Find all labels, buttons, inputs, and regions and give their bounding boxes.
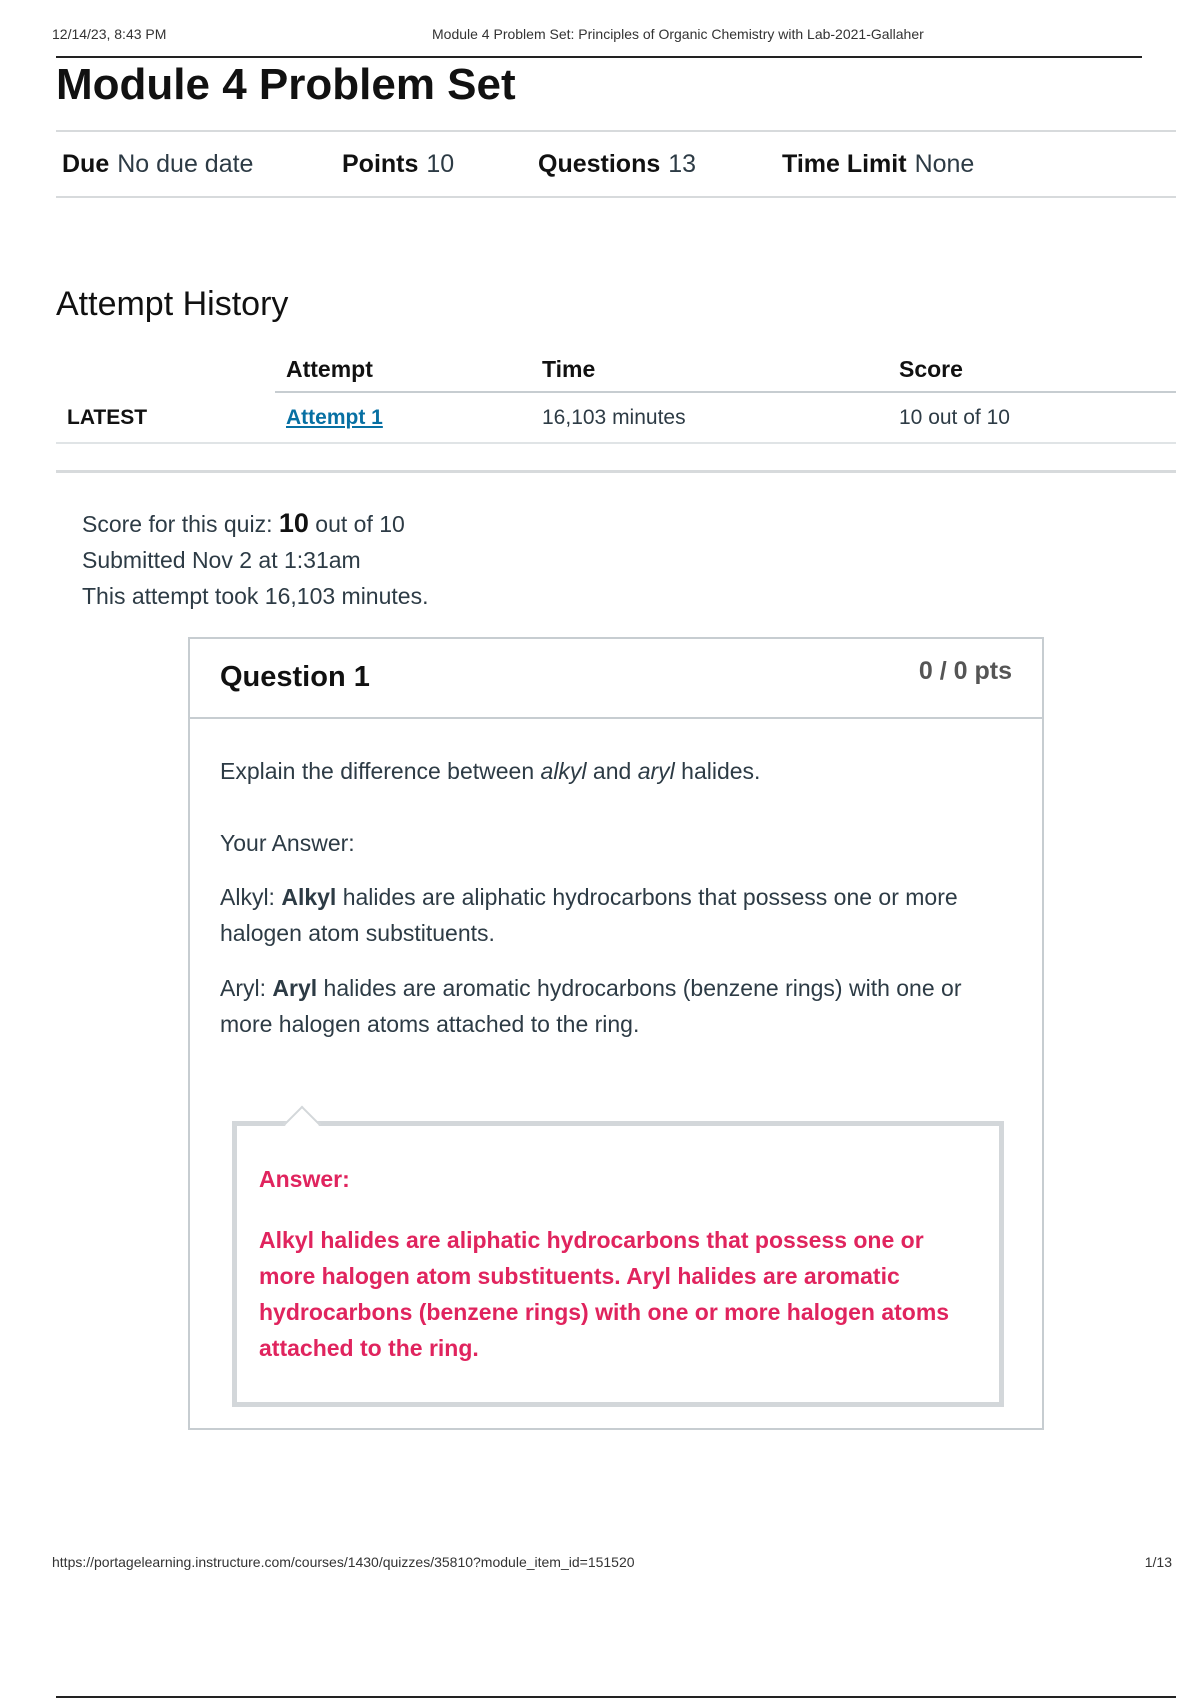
attempt-1-link[interactable]: Attempt 1	[286, 406, 383, 429]
attempt-time: 16,103 minutes	[542, 406, 686, 429]
attempt-score: 10 out of 10	[899, 406, 1010, 429]
prompt-text: Explain the difference between	[220, 758, 541, 784]
quiz-details-bar	[56, 130, 1176, 198]
due-value: No due date	[117, 150, 254, 178]
score-suffix: out of 10	[315, 511, 405, 537]
table-header-row	[56, 350, 1176, 392]
column-header-time: Time	[542, 356, 596, 382]
score-value: 10	[278, 508, 309, 538]
attempt-history-table	[56, 350, 1176, 444]
due-info	[62, 150, 253, 179]
question-card	[188, 637, 1044, 1430]
answer-prefix: Alkyl:	[220, 884, 282, 910]
duration-line: This attempt took 16,103 minutes.	[82, 583, 429, 609]
print-url: https://portagelearning.instructure.com/courses/1430/quizzes/35810?module_item_id=151520	[52, 1554, 635, 1570]
latest-tag: LATEST	[67, 406, 148, 429]
prompt-text: halides.	[674, 758, 761, 784]
attempt-history-title: Attempt History	[56, 285, 289, 323]
correct-answer-box	[232, 1121, 1004, 1407]
question-prompt	[220, 753, 760, 789]
questions-label: Questions	[538, 150, 661, 178]
answer-bold-term: Alkyl	[281, 884, 337, 910]
column-header-attempt: Attempt	[286, 356, 373, 382]
due-label: Due	[62, 150, 110, 178]
score-prefix: Score for this quiz:	[82, 511, 273, 537]
correct-answer-label: Answer:	[259, 1166, 350, 1192]
correct-answer-text: Alkyl halides are aliphatic hydrocarbons that possess one or more halogen atom substituents. Aryl halides are aromatic hydrocarbons (benzene rings) with one or more halogen atoms attached to the ring.	[259, 1227, 950, 1361]
points-info	[342, 150, 454, 179]
callout-pointer	[284, 1106, 321, 1143]
student-answer-alkyl	[220, 879, 1010, 951]
print-footer	[52, 1554, 1172, 1570]
question-name: Question 1	[220, 661, 370, 693]
question-header	[190, 639, 1042, 719]
print-doc-title: Module 4 Problem Set: Principles of Organic Chemistry with Lab-2021-Gallaher	[432, 26, 924, 42]
prompt-text: and	[586, 758, 638, 784]
prompt-term-aryl: aryl	[637, 758, 675, 784]
section-divider	[56, 470, 1176, 473]
time-limit-label: Time Limit	[782, 150, 907, 178]
time-limit-info	[782, 150, 974, 179]
points-value: 10	[426, 150, 455, 178]
table-row	[56, 392, 1176, 444]
questions-info	[538, 150, 696, 179]
question-points: 0 / 0 pts	[918, 657, 1012, 685]
print-date: 12/14/23, 8:43 PM	[52, 26, 167, 42]
score-summary	[82, 505, 428, 614]
page-number: 1/13	[1144, 1554, 1172, 1570]
answer-bold-term: Aryl	[272, 975, 318, 1001]
score-line	[82, 505, 428, 542]
page-bottom-rule	[56, 1696, 1176, 1698]
student-answer-aryl	[220, 970, 1010, 1042]
column-header-score: Score	[899, 356, 963, 382]
print-header	[52, 26, 1144, 56]
answer-prefix: Aryl:	[220, 975, 273, 1001]
submitted-line: Submitted Nov 2 at 1:31am	[82, 547, 361, 573]
page-title: Module 4 Problem Set	[56, 60, 516, 109]
answer-text: halides are aliphatic hydrocarbons that possess one or more halogen atom substituents.	[220, 884, 958, 946]
your-answer-label: Your Answer:	[220, 830, 355, 856]
points-label: Points	[342, 150, 419, 178]
header-divider	[56, 56, 1142, 58]
questions-value: 13	[668, 150, 697, 178]
answer-text: halides are aromatic hydrocarbons (benzene rings) with one or more halogen atoms attached to the ring.	[220, 975, 962, 1037]
time-limit-value: None	[914, 150, 975, 178]
prompt-term-alkyl: alkyl	[540, 758, 587, 784]
